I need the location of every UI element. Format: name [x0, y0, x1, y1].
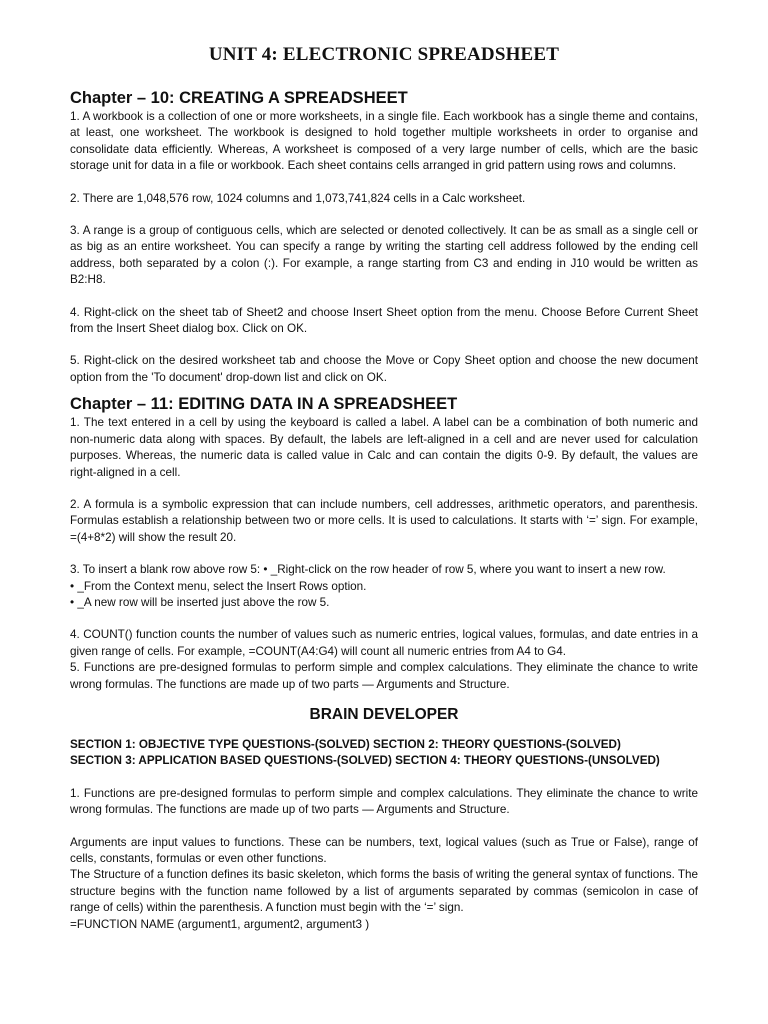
unit-title: UNIT 4: ELECTRONIC SPREADSHEET	[208, 44, 560, 65]
chapter-11-point-3-line-3: • _A new row will be inserted just above the row 5.	[70, 595, 330, 609]
chapter-11-point-3-line-2: • _From the Context menu, select the Insert Rows option.	[70, 579, 367, 593]
brain-developer-section	[70, 705, 698, 933]
chapter-11-point-3-line-1: 3. To insert a blank row above row 5: • _Right-click on the row header of row 5, where you want to insert a new row.	[70, 563, 666, 577]
arguments-paragraph: Arguments are input values to functions. These can be numbers, text, logical values (such as True or False), range of cells, constants, formulas or even other functions.	[70, 835, 698, 865]
chapter-10-point-4: 4. Right-click on the sheet tab of Sheet2 and choose Insert Sheet option from the menu. Choose Before Current Sheet from the Insert Sheet dialog box. Click on OK.	[70, 305, 698, 336]
chapter-10-point-5: 5. Right-click on the desired worksheet tab and choose the Move or Copy Sheet option and choose the new document option from the 'To document' drop-down list and click on OK.	[70, 354, 698, 384]
chapter-10-point-3: 3. A range is a group of contiguous cells, which are selected or denoted collectively. It can be as small as a single cell or as big as an entire worksheet. You can specify a range by writing the starting cell address followed by the ending cell address, both separated by a colon (:). For example, a range starting from C3 and ending in J10 would be written as B2:H8.	[70, 224, 698, 287]
chapter-10-point-1: 1. A workbook is a collection of one or more worksheets, in a single file. Each workbook has a single theme and contains, at least, one worksheet. The workbook is designed to hold together multiple worksheets in order to organise and consolidate data efficiently. Whereas, A worksheet is composed of a very large number of cells, which are the basic storage unit for data in a file or workbook. Each sheet contains cells arranged in grid pattern using rows and columns.	[70, 110, 698, 173]
chapter-11-heading: Chapter – 11: EDITING DATA IN A SPREADSHEET	[70, 395, 458, 414]
section-list-line-1: SECTION 1: OBJECTIVE TYPE QUESTIONS-(SOLVED) SECTION 2: THEORY QUESTIONS-(SOLVED)	[70, 737, 621, 751]
chapter-10-heading: Chapter – 10: CREATING A SPREADSHEET	[70, 89, 408, 107]
chapter-10-section	[70, 88, 698, 386]
chapter-11-section	[70, 394, 698, 693]
chapter-11-point-2: 2. A formula is a symbolic expression that can include numbers, cell addresses, arithmetic operators, and parenthesis. Formulas establish a relationship between two or more cells. It is used to calculations. It starts with ‘=’ sign. For example, =(4+8*2) will show the result 20.	[70, 497, 698, 544]
section-list-line-2: SECTION 3: APPLICATION BASED QUESTIONS-(SOLVED) SECTION 4: THEORY QUESTIONS-(UNSOLVED)	[70, 754, 660, 768]
function-syntax: =FUNCTION NAME (argument1, argument2, argument3 )	[70, 917, 370, 931]
document-page	[70, 44, 698, 933]
chapter-11-point-1: 1. The text entered in a cell by using the keyboard is called a label. A label can be a combination of both numeric and non-numeric data along with spaces. By default, the labels are left-aligned in a cell and are never used for calculation purposes. Whereas, the numeric data is called value in Calc and can contain the digits 0-9. By default, the values are right-aligned in a cell.	[70, 416, 698, 479]
chapter-11-point-5: 5. Functions are pre-designed formulas to perform simple and complex calculations. They eliminate the chance to write wrong formulas. The functions are made up of two parts — Arguments and Structure.	[70, 661, 698, 691]
structure-paragraph: The Structure of a function defines its basic skeleton, which forms the basis of writing the general syntax of functions. The structure begins with the function name followed by a list of arguments separated by commas (semicolon in case of range of cells) within the parenthesis. A function must begin with the ‘=’ sign.	[70, 868, 698, 915]
chapter-10-point-2: 2. There are 1,048,576 row, 1024 columns and 1,073,741,824 cells in a Calc worksheet.	[70, 191, 526, 205]
brain-developer-heading: BRAIN DEVELOPER	[309, 705, 459, 723]
chapter-11-point-4: 4. COUNT() function counts the number of values such as numeric entries, logical values, formulas, and date entries in a given range of cells. For example, =COUNT(A4:G4) will count all numeric entries from A4 to G4.	[70, 628, 698, 658]
brain-developer-answer-1: 1. Functions are pre-designed formulas to perform simple and complex calculations. They eliminate the chance to write wrong formulas. The functions are made up of two parts — Arguments and Structure.	[70, 786, 698, 817]
